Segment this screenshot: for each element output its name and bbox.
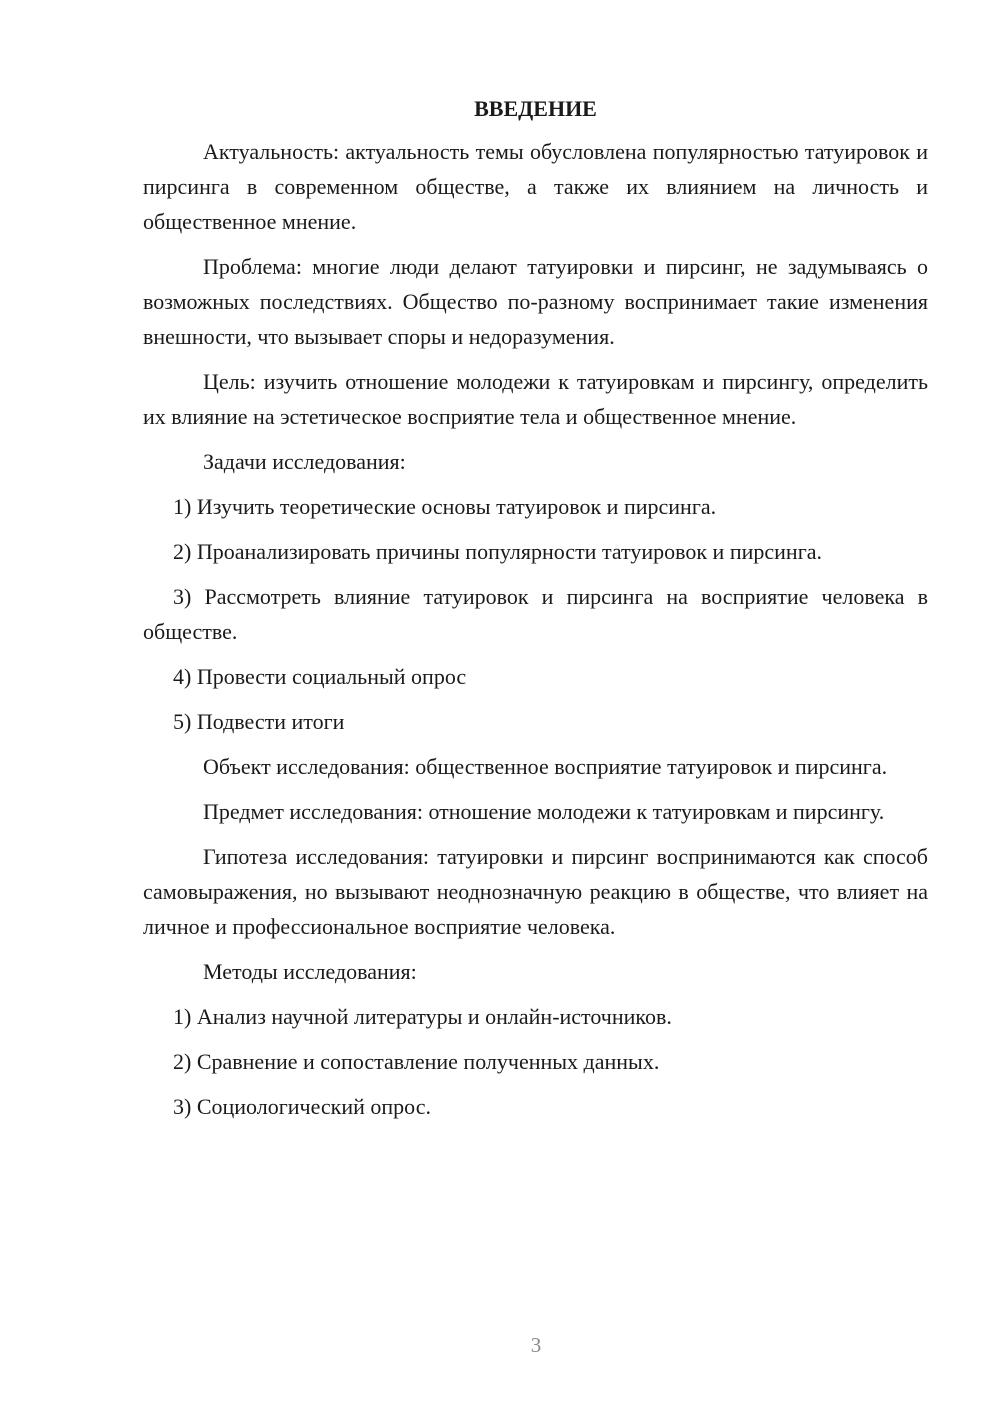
task-item: 2) Проанализировать причины популярности татуировок и пирсинга.	[173, 539, 822, 564]
page-title: ВВЕДЕНИЕ	[474, 96, 597, 121]
task-item: 3) Рассмотреть влияние татуировок и пирсинга на восприятие человека в обществе.	[143, 584, 928, 644]
subject-paragraph: Предмет исследования: отношение молодежи к татуировкам и пирсингу.	[203, 799, 885, 824]
object-paragraph: Объект исследования: общественное восприятие татуировок и пирсинга.	[203, 754, 888, 779]
problem-paragraph: Проблема: многие люди делают татуировки и пирсинг, не задумываясь о возможных последствиях. Общество по-разному воспринимает такие изменения внешности, что вызывает споры и недоразумения.	[143, 254, 928, 349]
page-number: 3	[530, 1333, 542, 1357]
tasks-title: Задачи исследования:	[203, 449, 406, 474]
method-item: 1) Анализ научной литературы и онлайн-источников.	[173, 1004, 672, 1029]
task-item: 4) Провести социальный опрос	[173, 664, 467, 689]
task-item: 5) Подвести итоги	[173, 709, 345, 734]
document-page	[143, 94, 928, 1134]
method-item: 3) Социологический опрос.	[173, 1094, 431, 1119]
relevance-paragraph: Актуальность: актуальность темы обусловлена популярностью татуировок и пирсинга в современном обществе, а также их влиянием на личность и общественное мнение.	[143, 139, 928, 234]
method-item: 2) Сравнение и сопоставление полученных данных.	[173, 1049, 660, 1074]
methods-title: Методы исследования:	[203, 959, 417, 984]
goal-paragraph: Цель: изучить отношение молодежи к татуировкам и пирсингу, определить их влияние на эстетическое восприятие тела и общественное мнение.	[143, 369, 928, 429]
hypothesis-paragraph: Гипотеза исследования: татуировки и пирсинг воспринимаются как способ самовыражения, но вызывают неоднозначную реакцию в обществе, что влияет на личное и профессиональное восприятие человека.	[143, 844, 928, 939]
task-item: 1) Изучить теоретические основы татуировок и пирсинга.	[173, 494, 717, 519]
